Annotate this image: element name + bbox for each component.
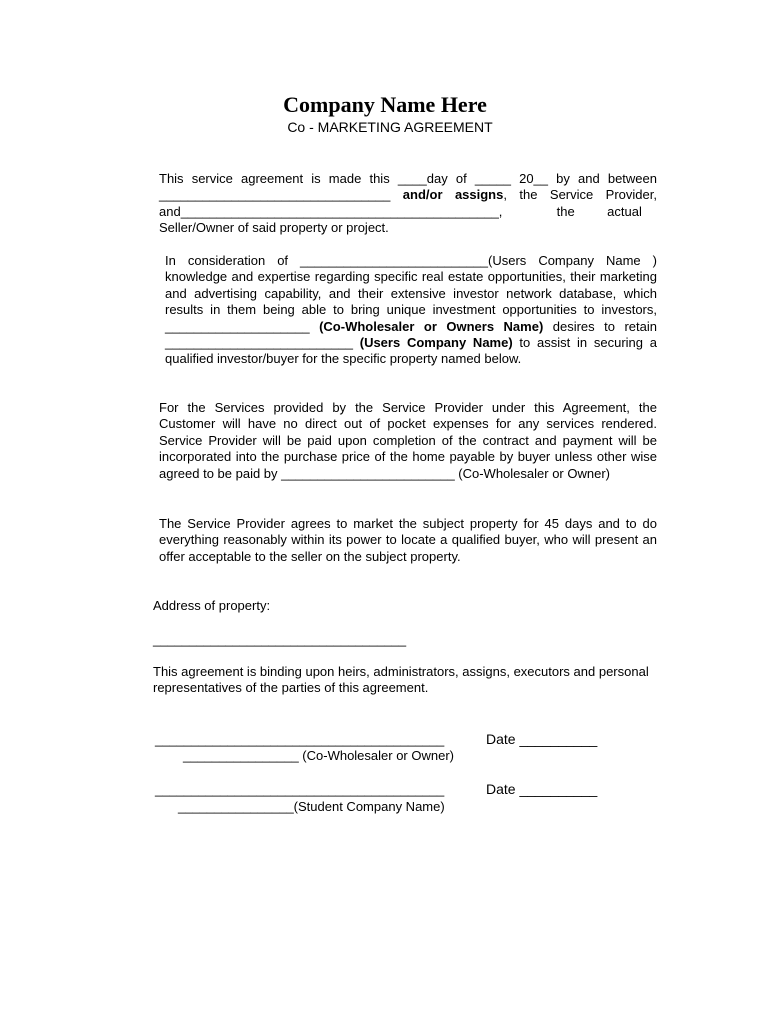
document-subtitle: Co - MARKETING AGREEMENT [287, 119, 493, 135]
signature-line-2: ________________________________________ [155, 782, 445, 797]
binding-paragraph: This agreement is binding upon heirs, administrators, assigns, executors and personal representatives of the parties of this agreement. [153, 664, 649, 696]
consideration-text-1: In consideration of __________________________(Users Company Name ) knowledge and expertise regarding specific real estate opportunities, their marketing and advertising capability, and their extensive investor network database, which results in them being able to bring unique investment opportunities to investors, ____________________ [165, 253, 657, 334]
consideration-paragraph [165, 253, 657, 368]
service-provider-text: , the Service Provider, [503, 187, 657, 203]
signature-role-1: ________________ (Co-Wholesaler or Owner) [183, 748, 454, 763]
intro-blank: ________________________________ [159, 187, 391, 203]
users-company-bold: (Users Company Name) [359, 335, 513, 351]
services-paragraph: For the Services provided by the Service Provider under this Agreement, the Customer will have no direct out of pocket expenses for any services rendered. Service Provider will be paid upon completion of the contract and payment will be incorporated into the purchase price of the home payable by buyer unless other wise agreed to be paid by ________________________ (Co-Wholesaler or Owner) [159, 400, 657, 481]
intro-line-1: This service agreement is made this ____day of _____ 20__ by and between [159, 171, 657, 186]
co-wholesaler-bold: (Co-Wholesaler or Owners Name) [319, 318, 544, 334]
address-line: ___________________________________ [153, 632, 407, 647]
consideration-text-2: desires to retain __________________________ [165, 318, 657, 351]
address-label: Address of property: [153, 598, 271, 613]
marketing-paragraph: The Service Provider agrees to market the subject property for 45 days and to do everything reasonably within its power to locate a qualified buyer, who will present an offer acceptable to the seller on the subject property. [159, 516, 657, 564]
agreement-intro-paragraph [159, 171, 657, 237]
date-field-2: Date __________ [486, 781, 598, 797]
date-field-1: Date __________ [486, 731, 598, 747]
intro-line-3: and____________________________________________, the actual [159, 203, 642, 219]
document-title: Company Name Here [283, 92, 487, 117]
signature-role-2: ________________(Student Company Name) [178, 799, 445, 814]
consideration-text-3: to assist in securing a qualified investor/buyer for the specific property named below. [165, 335, 657, 367]
signature-line-1: ________________________________________ [155, 732, 445, 747]
intro-line-2 [159, 187, 657, 203]
intro-line-4: Seller/Owner of said property or project. [159, 220, 389, 236]
assigns-bold: and/or assigns [390, 187, 504, 203]
